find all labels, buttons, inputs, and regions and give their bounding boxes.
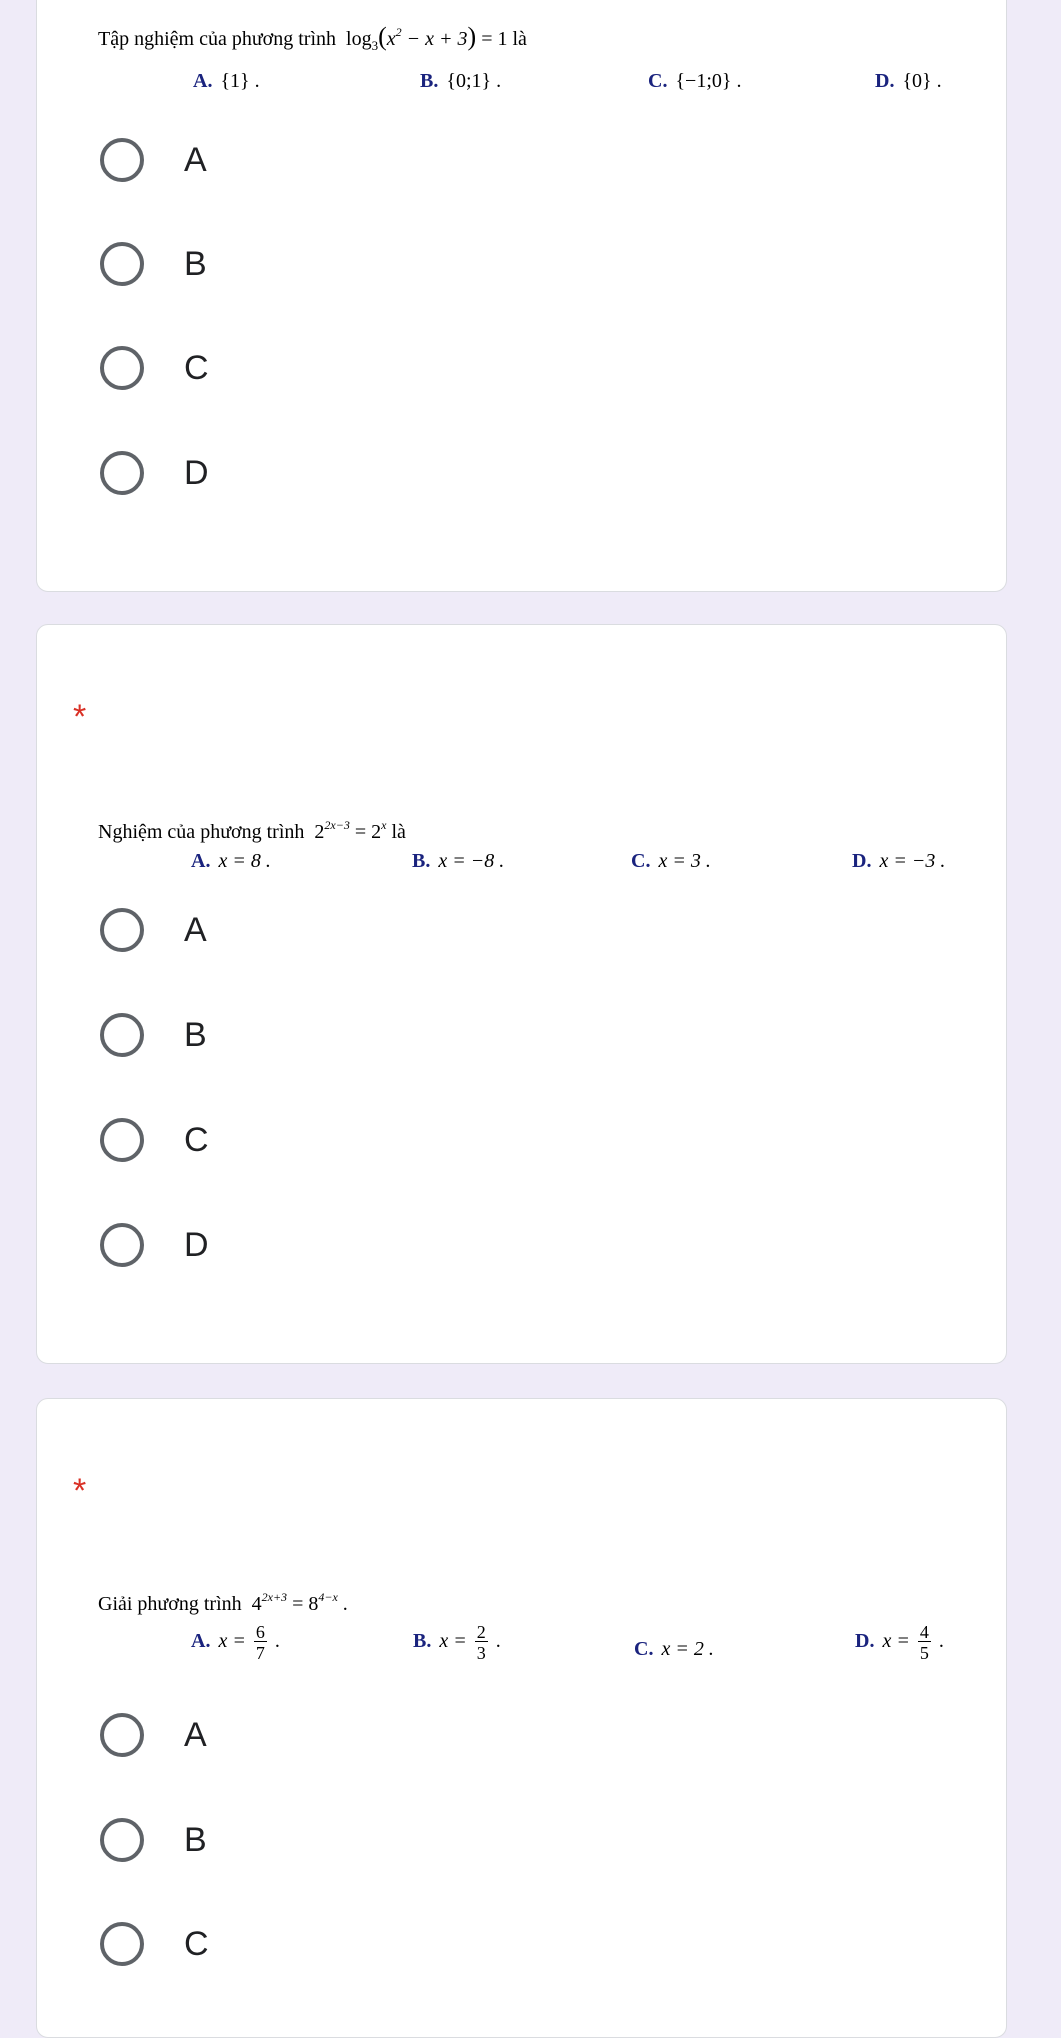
option-label: C. (634, 1638, 654, 1660)
option-value: x = −3 . (879, 850, 946, 872)
option-value: x = 3 . (658, 850, 711, 872)
fraction-numerator: 6 (255, 1622, 265, 1642)
option-lhs: x = (882, 1630, 915, 1653)
math-base: 2 (371, 821, 382, 843)
choice-label: B (184, 1015, 207, 1054)
radio-button[interactable] (100, 1713, 144, 1757)
option-label: A. (191, 1630, 211, 1653)
required-asterisk: * (73, 1472, 87, 1510)
choice-q2-c[interactable] (100, 1115, 209, 1165)
option-label: B. (413, 1630, 432, 1653)
option-label: C. (648, 70, 668, 92)
math-eq: = (349, 821, 372, 843)
choice-label: D (184, 1225, 209, 1264)
option-lhs: x = (218, 1630, 251, 1653)
option-value: x = 2 . (661, 1638, 714, 1660)
option-lhs: x = (439, 1630, 472, 1653)
math-paren: ( (378, 22, 387, 51)
question-card-1 (36, 0, 1007, 592)
option-value: {0} . (902, 70, 942, 92)
radio-button[interactable] (100, 346, 144, 390)
stem-text: Tập nghiệm của phương trình (98, 28, 337, 50)
radio-button[interactable] (100, 1922, 144, 1966)
choice-label: C (184, 1924, 209, 1963)
math-exp: x (381, 818, 387, 832)
choice-q2-b[interactable] (100, 1010, 207, 1060)
math-func: log (346, 28, 372, 50)
question-3-stem (98, 1590, 348, 1616)
fraction-denominator: 7 (255, 1643, 265, 1663)
choice-label: A (184, 140, 207, 179)
option-label: A. (191, 850, 211, 872)
choice-q1-c[interactable] (100, 343, 209, 393)
radio-button[interactable] (100, 1223, 144, 1267)
option-label: A. (193, 70, 213, 92)
fraction-numerator: 2 (476, 1622, 486, 1642)
fraction-numerator: 4 (919, 1622, 929, 1642)
option-value: x = 8 . (218, 850, 271, 872)
fraction-denominator: 3 (476, 1643, 486, 1663)
radio-button[interactable] (100, 242, 144, 286)
math-eq: = 1 (476, 28, 508, 50)
option-label: D. (875, 70, 895, 92)
radio-button[interactable] (100, 1118, 144, 1162)
option-value: {1} . (220, 70, 260, 92)
option-a (191, 1623, 280, 1662)
choice-label: B (184, 1820, 207, 1859)
choice-q3-b[interactable] (100, 1815, 207, 1865)
option-d (852, 850, 945, 873)
fraction (918, 1623, 931, 1662)
option-c (634, 1638, 714, 1661)
question-2-stem (98, 818, 406, 844)
option-d (855, 1623, 944, 1662)
choice-q3-a[interactable] (100, 1710, 207, 1760)
option-value: x = −8 . (438, 850, 505, 872)
choice-q1-d[interactable] (100, 448, 209, 498)
math-paren: ) (467, 22, 477, 51)
option-label: B. (412, 850, 431, 872)
math-tail: là (507, 28, 527, 50)
radio-button[interactable] (100, 138, 144, 182)
option-tail: . (933, 1630, 944, 1653)
option-b (413, 1623, 501, 1662)
required-asterisk: * (73, 698, 87, 736)
choice-q1-a[interactable] (100, 135, 207, 185)
stem-math (251, 1590, 348, 1615)
option-c (648, 70, 742, 93)
math-base: 3 (371, 38, 379, 53)
option-value: {−1;0} . (675, 70, 742, 92)
math-eq: = (287, 1593, 309, 1615)
math-tail: là (386, 821, 406, 843)
option-label: D. (852, 850, 872, 872)
option-d (875, 70, 942, 93)
math-tail: . (337, 1593, 348, 1615)
option-label: B. (420, 70, 439, 92)
choice-q3-c[interactable] (100, 1919, 209, 1969)
math-exp: 2x−3 (324, 818, 350, 832)
stem-math (346, 22, 527, 53)
fraction (475, 1623, 488, 1662)
radio-button[interactable] (100, 1818, 144, 1862)
fraction (254, 1623, 267, 1662)
option-b (420, 70, 501, 93)
math-exp: 2 (395, 25, 402, 39)
math-exp: 4−x (318, 1590, 338, 1604)
option-value: {0;1} . (446, 70, 502, 92)
choice-label: C (184, 348, 209, 387)
choice-q2-a[interactable] (100, 905, 207, 955)
choice-q2-d[interactable] (100, 1220, 209, 1270)
option-label: C. (631, 850, 651, 872)
option-c (631, 850, 711, 873)
math-base: 2 (314, 821, 325, 843)
radio-button[interactable] (100, 908, 144, 952)
math-var: x (386, 28, 396, 50)
math-base: 8 (308, 1593, 319, 1615)
choice-q1-b[interactable] (100, 239, 207, 289)
math-exp: 2x+3 (261, 1590, 288, 1604)
option-a (191, 850, 271, 873)
option-a (193, 70, 260, 93)
choice-label: B (184, 244, 207, 283)
math-rest: − x + 3 (401, 28, 468, 50)
option-tail: . (269, 1630, 280, 1653)
question-1-stem (98, 22, 527, 54)
choice-label: C (184, 1120, 209, 1159)
stem-text: Nghiệm của phương trình (98, 821, 305, 843)
fraction-denominator: 5 (919, 1643, 929, 1663)
option-label: D. (855, 1630, 875, 1653)
choice-label: D (184, 453, 209, 492)
choice-label: A (184, 910, 207, 949)
choice-label: A (184, 1715, 207, 1754)
option-tail: . (490, 1630, 501, 1653)
radio-button[interactable] (100, 451, 144, 495)
radio-button[interactable] (100, 1013, 144, 1057)
stem-text: Giải phương trình (98, 1593, 242, 1615)
math-base: 4 (251, 1593, 262, 1615)
option-b (412, 850, 504, 873)
stem-math (314, 818, 406, 843)
